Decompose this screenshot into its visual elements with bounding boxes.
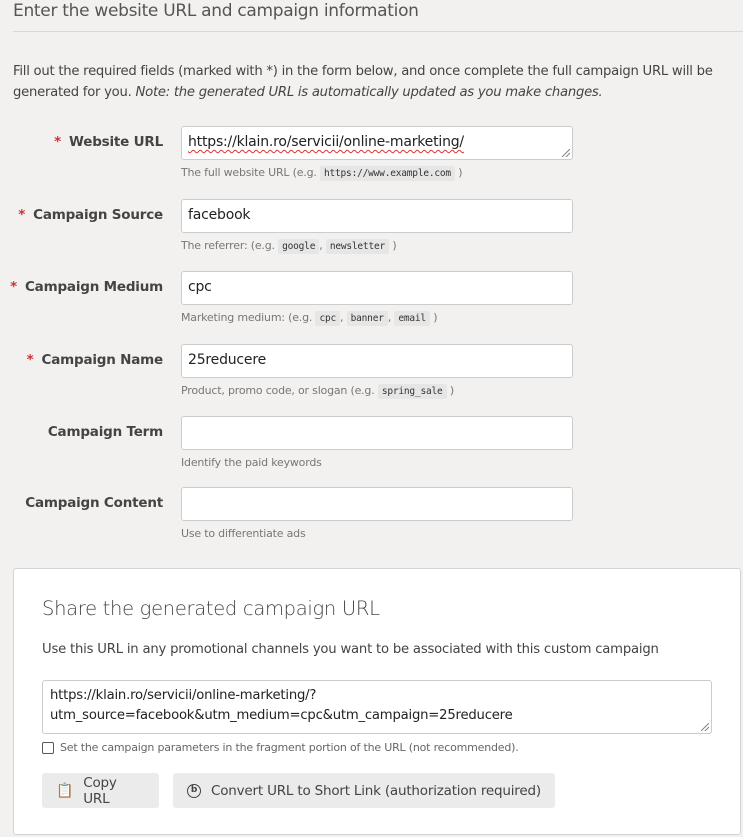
fragment-checkbox[interactable] [42,742,54,754]
hint: The referrer: (e.g. google , newsletter ) [181,239,397,252]
hint-example: email [394,311,430,326]
campaign-medium-input[interactable]: cpc [181,271,573,305]
hint-end: ) [433,311,438,324]
hint-example: spring_sale [378,384,447,399]
clipboard-icon: 📋 [56,782,74,799]
campaign-name-input[interactable]: 25reducere [181,344,573,378]
hint-end: ) [458,166,463,179]
hint: Use to differentiate ads [181,527,306,540]
copy-url-button[interactable] [42,773,159,808]
button-label: Convert URL to Short Link (authorization required) [211,782,541,799]
hint-example: newsletter [326,239,389,254]
intro-main: Fill out the required fields (marked with *) in the form below, and once complete the full campaign URL will be generated for you. [13,64,713,100]
label [18,207,163,223]
label-text: Website URL [69,134,163,150]
fragment-option[interactable] [42,741,519,754]
hint-end: ) [449,384,454,397]
hint-text: The referrer: (e.g. [181,239,275,252]
share-description: Use this URL in any promotional channels you want to be associated with this custom campaign [42,642,659,657]
input-value: https://klain.ro/servicii/online-marketing/ [188,134,464,150]
intro-text [13,61,738,103]
share-panel [13,568,741,835]
generated-url-textarea[interactable] [42,680,712,734]
bitly-icon: b [187,784,201,798]
required-mark: * [10,279,17,295]
website-url-input[interactable] [181,126,573,160]
resize-handle[interactable] [701,723,709,731]
hint-text: Marketing medium: (e.g. [181,311,313,324]
hint-example: google [278,239,319,254]
required-mark: * [26,352,34,368]
label-text: Campaign Source [33,207,163,223]
hint-example: banner [347,311,388,326]
hint [181,166,462,179]
label-text: Campaign Name [41,352,163,368]
convert-short-link-button[interactable] [173,773,555,808]
hint-example: https://www.example.com [320,166,455,181]
intro-note: Note: the generated URL is automatically updated as you make changes. [135,85,603,100]
required-mark: * [54,134,62,150]
hint-example: cpc [315,311,340,326]
share-title: Share the generated campaign URL [42,597,380,620]
button-label: Copy URL [83,774,117,807]
hint: Identify the paid keywords [181,456,322,469]
campaign-content-input[interactable] [181,487,573,521]
label: Campaign Content [25,495,163,511]
campaign-term-input[interactable] [181,416,573,450]
divider [13,31,743,32]
url-line: https://klain.ro/servicii/online-marketing/? [50,688,317,703]
hint [181,384,454,397]
required-mark: * [18,207,26,223]
label [10,279,163,295]
url-line: utm_source=facebook&utm_medium=cpc&utm_campaign=25reducere [50,708,513,723]
fragment-label: Set the campaign parameters in the fragment portion of the URL (not recommended). [60,741,519,754]
campaign-source-input[interactable]: facebook [181,199,573,233]
hint: Marketing medium: (e.g. cpc , banner , email ) [181,311,438,324]
section-title: Enter the website URL and campaign information [13,1,419,21]
label [27,352,163,368]
label [54,134,163,150]
label: Campaign Term [47,424,163,440]
label-text: Campaign Medium [24,279,163,295]
hint-text: Product, promo code, or slogan (e.g. [181,384,375,397]
hint-end: ) [392,239,397,252]
hint-text: The full website URL (e.g. [181,166,317,179]
resize-handle[interactable] [562,149,570,157]
